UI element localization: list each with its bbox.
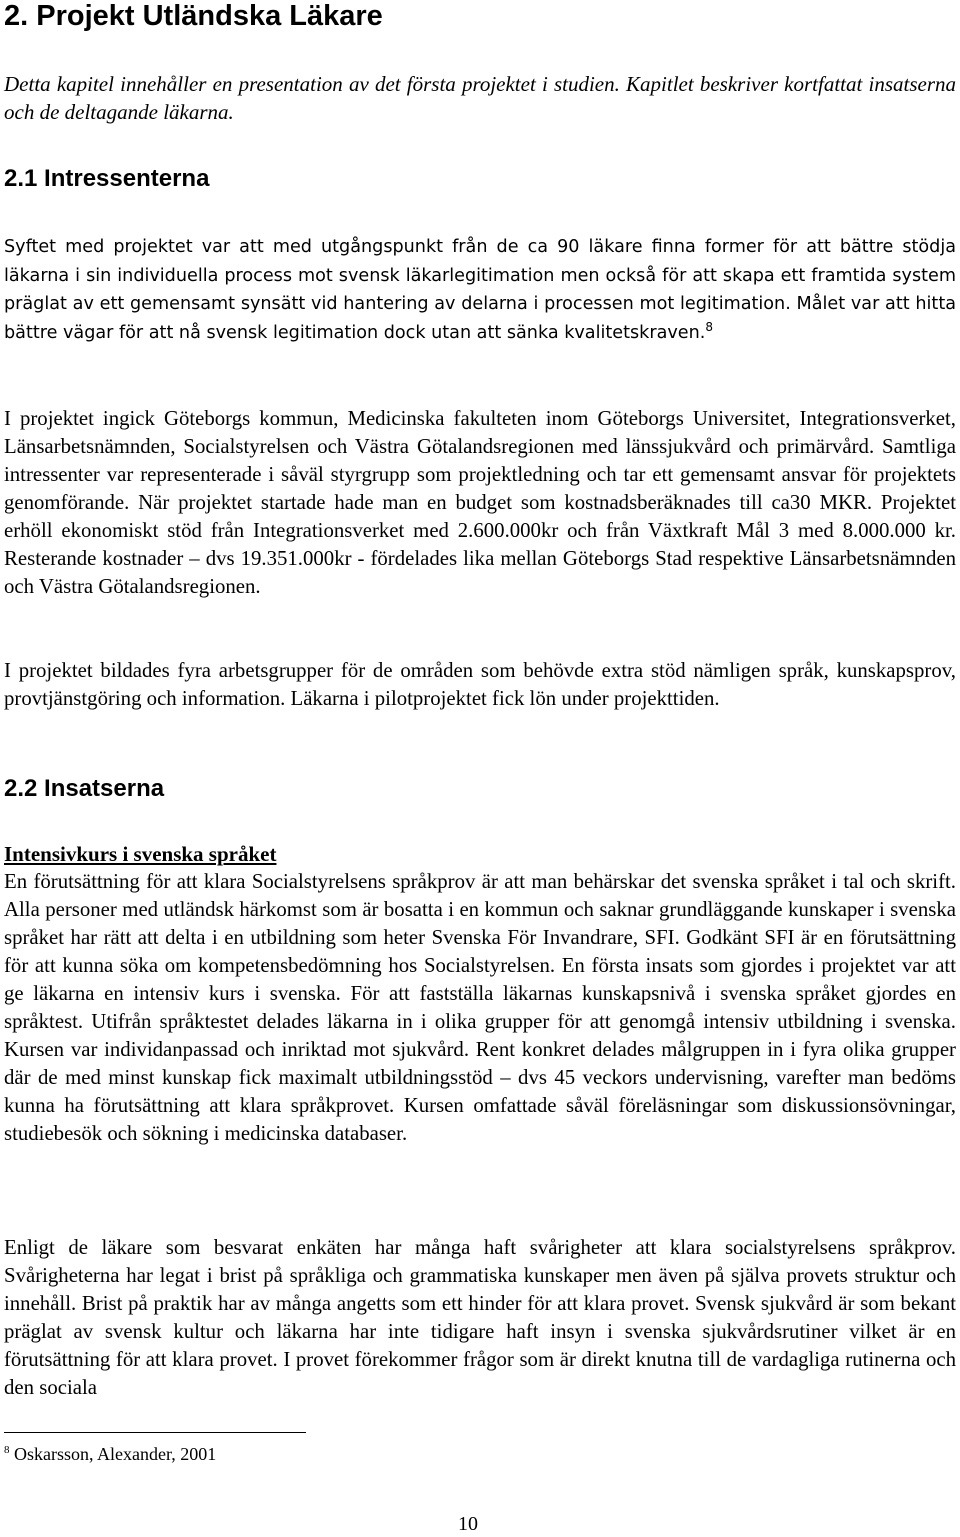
footnote xyxy=(4,1442,216,1466)
paragraph-language-course: En förutsättning för att klara Socialstyrelsens språkprov är att man behärskar det svenska språket i tal och skrift. Alla personer med utländsk härkomst som är bosatta i en kommun och saknar grundläggande kunskaper i svenska språket har rätt att delta i en utbildning som heter Svenska För Invandrare, SFI. Godkänt SFI är en förutsättning för att kunna söka om kompetensbedömning hos Socialstyrelsen. En första insats som gjordes i projektet var att ge läkarna en intensiv kurs i svenska. För att fastställa läkarnas kunskapsnivå i svenska språket gjordes en språktest. Utifrån språktestet delades läkarna in i olika grupper för att genomgå intensiv utbildning i svenska. Kursen var individanpassad och inriktad mot sjukvård. Rent konkret delades målgruppen in i fyra olika grupper där de med minst kunskap fick maximalt utbildningsstöd – dvs 45 veckors undervisning, varefter man bedöms kunna ha förutsättning att klara språkprovet. Kursen omfattade såväl föreläsningar som diskussionsövningar, studiebesök och sökning i medicinska databaser. xyxy=(4,870,956,1145)
section-heading-2-2: 2.2 Insatserna xyxy=(4,775,165,802)
paragraph-stakeholders: I projektet ingick Göteborgs kommun, Medicinska fakulteten inom Göteborgs Universitet, Integrationsverket, Länsarbetsnämnden, Socialstyrelsen och Västra Götalandsregionen med länssjukvård och primärvård. Samtliga intressenter var representerade i såväl styrgrupp som projektledning och tar ett gemensamt ansvar för projektets genomförande. När projektet startade hade man en budget som kostnadsberäknades till ca30 MKR. Projektet erhöll ekonomiskt stöd från Integrationsverket med 2.600.000kr och från Växtkraft Mål 3 med 8.000.000 kr. Resterande kostnader – dvs 19.351.000kr - fördelades lika mellan Göteborgs Stad respektive Länsarbetsnämnden och Västra Götalandsregionen. xyxy=(4,407,956,598)
page-number: 10 xyxy=(458,1513,478,1535)
chapter-title: 2. Projekt Utländska Läkare xyxy=(4,0,383,32)
footnote-separator xyxy=(4,1432,306,1433)
paragraph-purpose xyxy=(4,233,956,347)
subheading-language-course: Intensivkurs i svenska språket xyxy=(4,842,277,866)
footnote-text: Oskarsson, Alexander, 2001 xyxy=(14,1444,217,1464)
paragraph-purpose-text: Syftet med projektet var att med utgångspunkt från de ca 90 läkare finna former för att bättre stödja läkarna i sin individuella process mot svensk läkarlegitimation men också för att skapa ett framtida system präglat av ett gemensamt synsätt vid hantering av delarna i processen mot legitimation. Målet var att hitta bättre vägar för att nå svensk legitimation dock utan att sänka kvalitetskraven. xyxy=(4,237,956,343)
footnote-number: 8 xyxy=(4,1444,10,1456)
paragraph-survey: Enligt de läkare som besvarat enkäten har många haft svårigheter att klara socialstyrelsens språkprov. Svårigheterna har legat i brist på språkliga och grammatiska kunskaper men även på själva provets struktur och innehåll. Brist på praktik har av många angetts som ett hinder för att klara provet. Svensk sjukvård är som bekant präglat av svensk kultur och läkarna har inte tidigare haft insyn i svenska sjukvårdsrutiner vilket är en förutsättning för att klara provet. I provet förekommer frågor som är direkt knutna till de vardagliga rutinerna och den sociala xyxy=(4,1236,956,1399)
chapter-intro: Detta kapitel innehåller en presentation av det första projektet i studien. Kapitlet beskriver kortfattat insatserna och de deltagande läkarna. xyxy=(4,72,956,124)
footnote-reference: 8 xyxy=(705,319,713,334)
paragraph-working-groups: I projektet bildades fyra arbetsgrupper för de områden som behövde extra stöd nämligen språk, kunskapsprov, provtjänstgöring och information. Läkarna i pilotprojektet fick lön under projekttiden. xyxy=(4,659,956,710)
section-heading-2-1: 2.1 Intressenterna xyxy=(4,165,210,192)
